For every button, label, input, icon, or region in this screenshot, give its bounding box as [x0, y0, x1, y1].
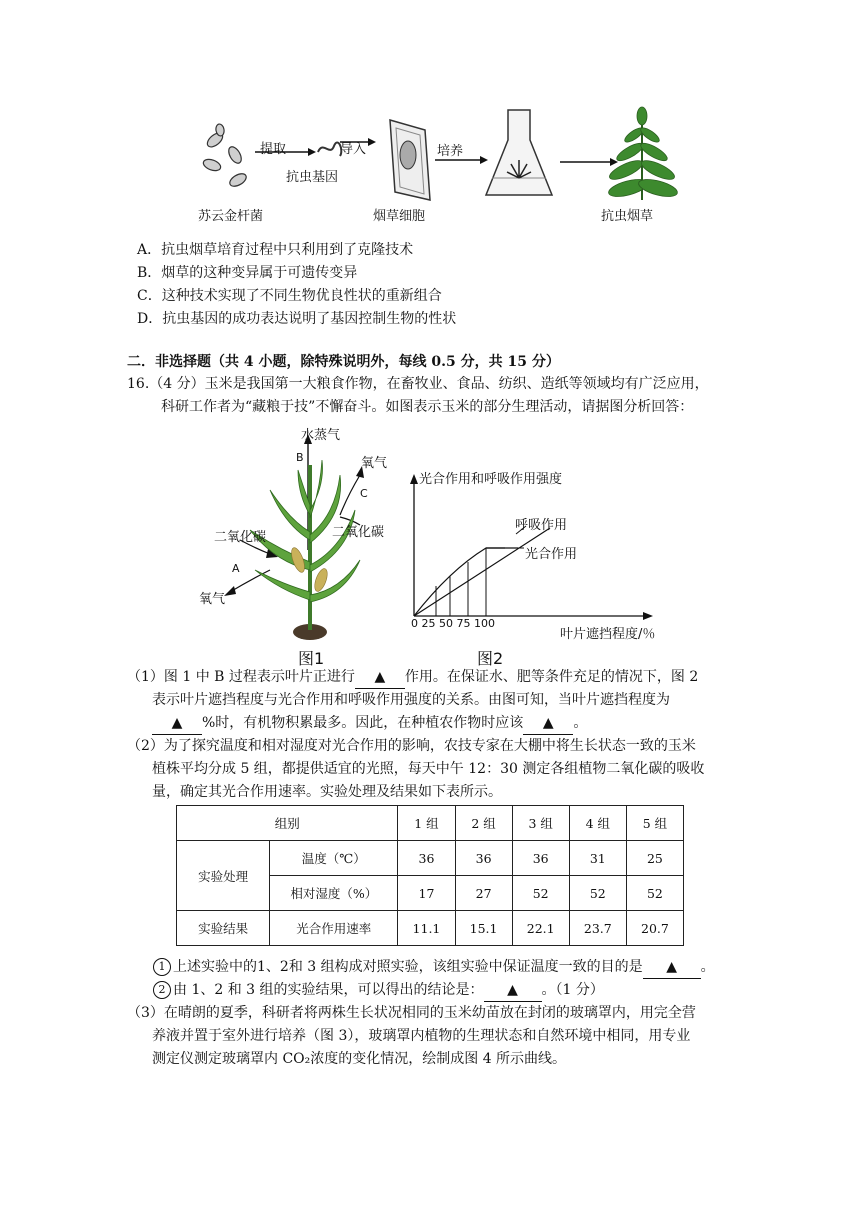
graph-y-label: 光合作用和呼吸作用强度 [419, 472, 563, 487]
label-oxygen-left: 氧气 [199, 592, 226, 607]
label-extract: 提取 [260, 142, 287, 157]
header-col-3: 3 组 [512, 806, 569, 841]
part-3-line-3: 测定仪测定玻璃罩内 CO₂浓度的变化情况，绘制成图 4 所示曲线。 [152, 1051, 567, 1067]
label-import: 导入 [340, 142, 367, 157]
header-col-1: 1 组 [398, 806, 455, 841]
part-2-line-1: （2）为了探究温度和相对湿度对光合作用的影响，农技专家在大棚中将生长状态一致的玉米 [127, 738, 696, 754]
series-photosynthesis: 光合作用 [525, 547, 578, 562]
label-bacteria: 苏云金杆菌 [198, 209, 264, 224]
humid-cell: 52 [569, 876, 626, 911]
answer-blank-5[interactable]: ▲ [484, 979, 542, 1002]
part-1-line-3: ▲ %时，有机物积累最多。因此，在种植农作物时应该 ▲ 。 [152, 712, 587, 735]
section-title: 二．非选择题（共 4 小题，除特殊说明外，每线 0.5 分，共 15 分） [127, 354, 560, 370]
temp-cell: 36 [455, 841, 512, 876]
part-1-line-2: 表示叶片遮挡程度与光合作用和呼吸作用强度的关系。由图可知，当叶片遮挡程度为 [152, 692, 670, 708]
row-rate-label: 光合作用速率 [270, 911, 398, 946]
option-b: B．烟草的这种变异属于可遗传变异 [137, 265, 358, 281]
label-oxygen-top: 氧气 [361, 456, 388, 471]
option-c: C．这种技术实现了不同生物优良性状的重新组合 [137, 288, 442, 304]
label-culture: 培养 [437, 144, 464, 159]
header-col-4: 4 组 [569, 806, 626, 841]
part-2-line-3: 量，确定其光合作用速率。实验处理及结果如下表所示。 [152, 784, 502, 800]
temp-cell: 25 [626, 841, 683, 876]
label-water-vapor: 水蒸气 [301, 428, 341, 443]
humid-cell: 27 [455, 876, 512, 911]
sub-question-1: 1 上述实验中的1、2和 3 组构成对照实验，该组实验中保证温度一致的目的是 ▲ 。 [153, 956, 715, 979]
part-3-line-1: （3）在晴朗的夏季，科研者将两株生长状况相同的玉米幼苗放在封闭的玻璃罩内，用完全营 [127, 1005, 696, 1021]
temp-cell: 31 [569, 841, 626, 876]
label-co2-left: 二氧化碳 [214, 530, 267, 545]
label-co2-right: 二氧化碳 [332, 525, 385, 540]
table-header-row [177, 806, 684, 841]
label-a: A [232, 562, 240, 575]
row-treatment-label: 实验处理 [177, 841, 270, 911]
rate-cell: 23.7 [569, 911, 626, 946]
humid-cell: 52 [512, 876, 569, 911]
temp-cell: 36 [512, 841, 569, 876]
q16-intro-2: 科研工作者为“藏粮于技”不懈奋斗。如图表示玉米的部分生理活动，请据图分析回答： [161, 399, 694, 415]
table-row [177, 841, 684, 876]
humid-cell: 17 [398, 876, 455, 911]
answer-blank-3[interactable]: ▲ [523, 712, 573, 735]
q16-intro-1: 16.（4 分）玉米是我国第一大粮食作物，在畜牧业、食品、纺织、造纸等领域均有广泛应用， [127, 376, 709, 392]
rate-cell: 15.1 [455, 911, 512, 946]
row-temp-label: 温度（℃） [270, 841, 398, 876]
label-plant: 抗虫烟草 [601, 209, 654, 224]
header-col-2: 2 组 [455, 806, 512, 841]
answer-blank-2[interactable]: ▲ [152, 712, 202, 735]
part-2-line-2: 植株平均分成 5 组，都提供适宜的光照，每天中午 12：30 测定各组植物二氧化碳的吸收 [152, 761, 705, 777]
circled-number-1: 1 [153, 958, 171, 976]
option-a: A．抗虫烟草培育过程中只利用到了克隆技术 [137, 242, 414, 258]
rate-cell: 11.1 [398, 911, 455, 946]
experiment-table [176, 805, 684, 946]
label-b: B [296, 451, 304, 464]
header-col-5: 5 组 [626, 806, 683, 841]
graph-x-label: 叶片遮挡程度/％ [560, 627, 656, 642]
row-result-label: 实验结果 [177, 911, 270, 946]
part-1-line-1: （1）图 1 中 B 过程表示叶片正进行 ▲ 作用。在保证水、肥等条件充足的情况下，图 2 [127, 666, 698, 689]
part-3-line-2: 养液并置于室外进行培养（图 3），玻璃罩内植物的生理状态和自然环境中相同，用专业 [152, 1028, 691, 1044]
sub-question-2: 2 由 1、2 和 3 组的实验结果，可以得出的结论是： ▲ 。（1 分） [153, 979, 604, 1002]
rate-cell: 22.1 [512, 911, 569, 946]
figure-1-caption: 图1 [298, 649, 325, 668]
circled-number-2: 2 [153, 981, 171, 999]
header-group: 组别 [177, 806, 398, 841]
series-respiration: 呼吸作用 [515, 518, 568, 533]
figure-2-caption: 图2 [477, 649, 504, 668]
label-c: C [360, 487, 368, 500]
answer-blank-1[interactable]: ▲ [355, 666, 405, 689]
rate-cell: 20.7 [626, 911, 683, 946]
answer-blank-4[interactable]: ▲ [643, 956, 701, 979]
temp-cell: 36 [398, 841, 455, 876]
x-tick-labels: 0 25 50 75 100 [411, 617, 495, 630]
label-cell: 烟草细胞 [373, 209, 426, 224]
humid-cell: 52 [626, 876, 683, 911]
row-humid-label: 相对湿度（%） [270, 876, 398, 911]
option-d: D．抗虫基因的成功表达说明了基因控制生物的性状 [137, 311, 457, 327]
table-row [177, 911, 684, 946]
label-gene: 抗虫基因 [286, 170, 339, 185]
